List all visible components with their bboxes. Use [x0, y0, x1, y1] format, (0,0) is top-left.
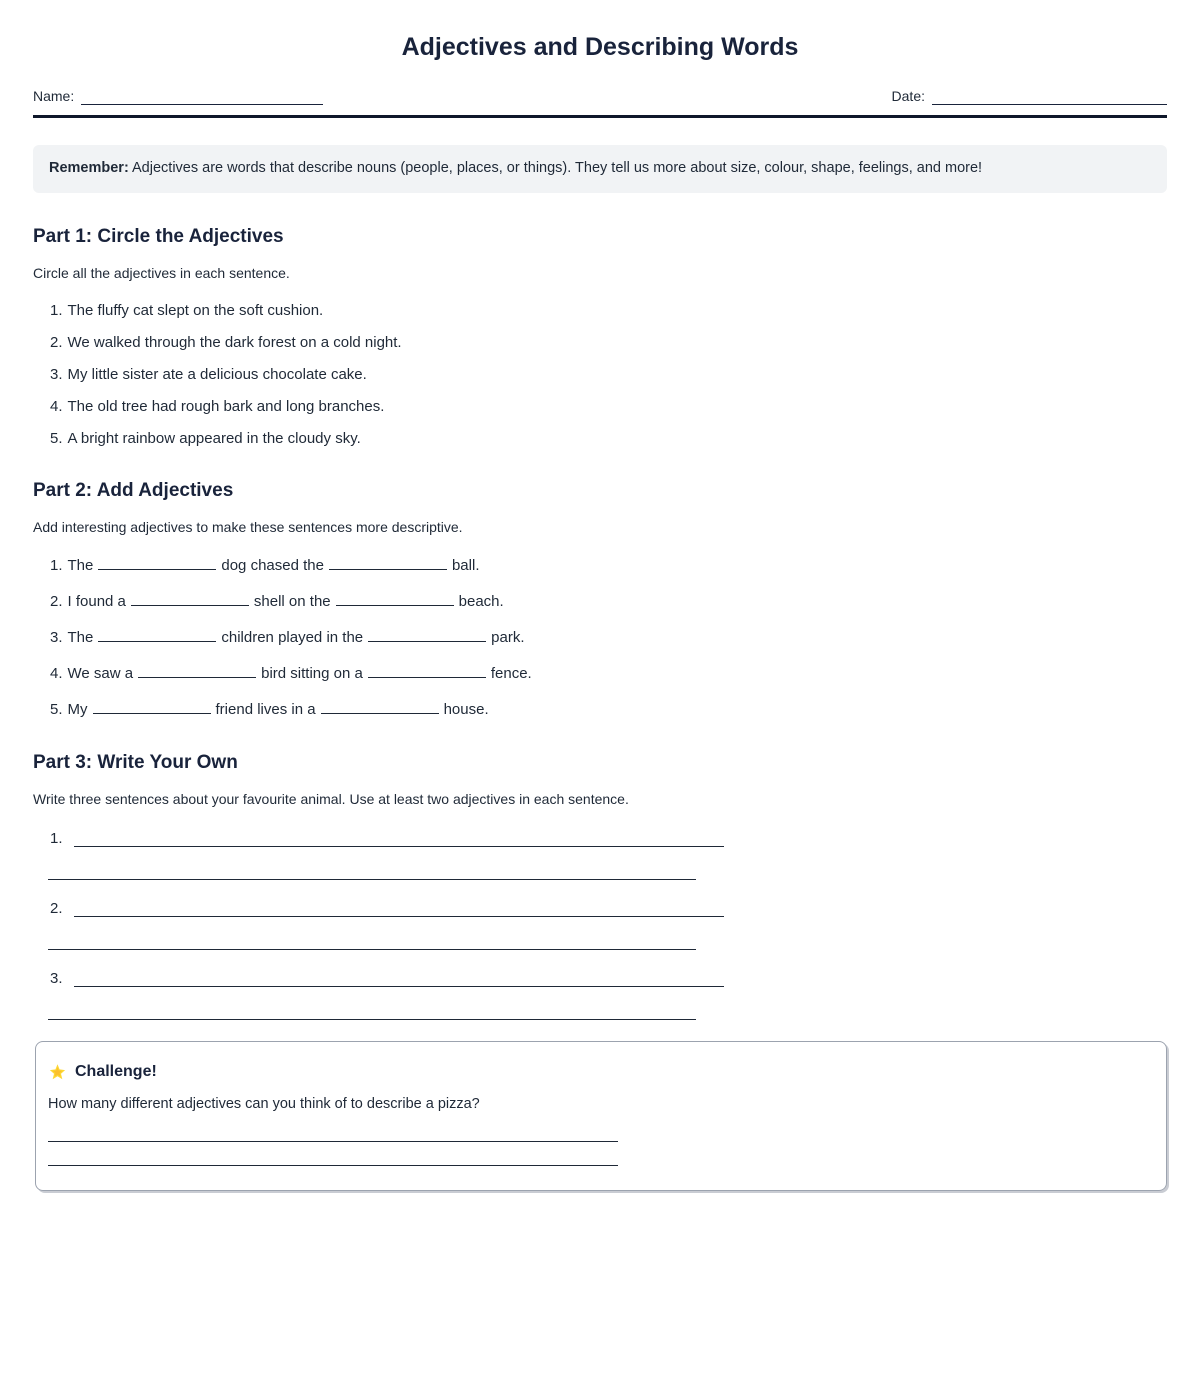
write-item: [50, 899, 1167, 950]
part1-heading: Part 1: Circle the Adjectives: [33, 225, 284, 247]
challenge-heading-row: [48, 1063, 1152, 1082]
header-divider: [33, 115, 1167, 118]
remember-label: Remember:: [49, 160, 129, 176]
item-number: 4.: [50, 664, 63, 682]
adjective-blank[interactable]: [98, 556, 216, 570]
item-number: 5.: [50, 429, 63, 447]
part3-write-area: [33, 829, 1167, 1020]
sentence-part: beach.: [458, 592, 504, 610]
list-item: [50, 334, 1167, 351]
part3-heading: Part 3: Write Your Own: [33, 751, 238, 773]
write-row: [48, 1002, 1167, 1020]
sentence-part: house.: [443, 700, 489, 718]
write-row: [48, 862, 1167, 880]
list-item: [50, 628, 1167, 647]
sentence-part: friend lives in a: [215, 700, 316, 718]
write-row: [50, 899, 1167, 917]
writing-line[interactable]: [48, 864, 696, 880]
write-item: [50, 969, 1167, 1020]
challenge-box: [35, 1041, 1167, 1191]
remember-box: [33, 145, 1167, 193]
writing-line[interactable]: [48, 1004, 696, 1020]
sentence-part: fence.: [490, 664, 532, 682]
sentence-part: We saw a: [67, 664, 134, 682]
part2-list: [33, 556, 1167, 719]
sentence-part: The: [67, 556, 94, 574]
name-input-line[interactable]: [81, 90, 323, 105]
item-number: 2.: [50, 333, 63, 351]
answer-line[interactable]: [48, 1142, 618, 1166]
list-item: [50, 430, 1167, 447]
writing-line[interactable]: [48, 934, 696, 950]
part1-section: [33, 226, 1167, 447]
sentence: The old tree had rough bark and long branches.: [67, 397, 385, 415]
item-number: 3.: [50, 969, 63, 987]
part1-instructions: Circle all the adjectives in each sentence.: [33, 264, 290, 281]
sentence-part: shell on the: [253, 592, 331, 610]
sentence-part: The: [67, 628, 94, 646]
part3-instructions: Write three sentences about your favourite animal. Use at least two adjectives in each sentence.: [33, 790, 629, 807]
item-number: 3.: [50, 628, 63, 646]
sentence-part: ball.: [451, 556, 480, 574]
page-title: Adjectives and Describing Words: [401, 33, 799, 61]
list-item: [50, 302, 1167, 319]
list-item: [50, 556, 1167, 575]
list-item: [50, 664, 1167, 683]
part1-list: [33, 302, 1167, 447]
adjective-blank[interactable]: [98, 628, 216, 642]
sentence-part: My: [67, 700, 88, 718]
item-number: 4.: [50, 397, 63, 415]
sentence-part: bird sitting on a: [261, 664, 363, 682]
write-item: [50, 829, 1167, 880]
item-number: 1.: [50, 556, 63, 574]
sentence-part: dog chased the: [221, 556, 324, 574]
part2-section: [33, 480, 1167, 719]
write-row: [50, 969, 1167, 987]
date-label: Date:: [891, 88, 925, 104]
date-input-line[interactable]: [932, 90, 1167, 105]
adjective-blank[interactable]: [336, 592, 454, 606]
adjective-blank[interactable]: [131, 592, 249, 606]
adjective-blank[interactable]: [138, 664, 256, 678]
part2-heading: Part 2: Add Adjectives: [33, 479, 234, 501]
name-date-row: [33, 88, 1167, 105]
sentence-part: park.: [491, 628, 525, 646]
sentence: The fluffy cat slept on the soft cushion.: [67, 301, 324, 319]
adjective-blank[interactable]: [368, 664, 486, 678]
part2-instructions: Add interesting adjectives to make these sentences more descriptive.: [33, 518, 463, 535]
item-number: 2.: [50, 899, 63, 917]
item-number: 1.: [50, 829, 63, 847]
adjective-blank[interactable]: [93, 700, 211, 714]
list-item: [50, 366, 1167, 383]
item-number: 1.: [50, 301, 63, 319]
sentence: A bright rainbow appeared in the cloudy sky.: [67, 429, 361, 447]
write-row: [48, 932, 1167, 950]
adjective-blank[interactable]: [368, 628, 486, 642]
sentence-part: I found a: [67, 592, 126, 610]
star-icon: [48, 1063, 67, 1082]
list-item: [50, 592, 1167, 611]
adjective-blank[interactable]: [321, 700, 439, 714]
sentence-part: children played in the: [221, 628, 364, 646]
sentence: My little sister ate a delicious chocolate cake.: [67, 365, 367, 383]
write-row: [50, 829, 1167, 847]
item-number: 5.: [50, 700, 63, 718]
answer-line[interactable]: [48, 1112, 618, 1142]
name-label: Name:: [33, 88, 75, 104]
date-field: [892, 88, 1167, 105]
list-item: [50, 700, 1167, 719]
writing-line[interactable]: [74, 901, 724, 917]
writing-line[interactable]: [74, 831, 724, 847]
item-number: 3.: [50, 365, 63, 383]
challenge-question: How many different adjectives can you think of to describe a pizza?: [48, 1095, 480, 1112]
part3-section: [33, 752, 1167, 1020]
list-item: [50, 398, 1167, 415]
challenge-heading: Challenge!: [75, 1063, 157, 1081]
item-number: 2.: [50, 592, 63, 610]
remember-text: Adjectives are words that describe nouns (people, places, or things). They tell us more about size, colour, shape, feelings, and more!: [132, 160, 983, 176]
writing-line[interactable]: [74, 971, 724, 987]
sentence: We walked through the dark forest on a cold night.: [67, 333, 402, 351]
adjective-blank[interactable]: [329, 556, 447, 570]
name-field: [33, 88, 323, 105]
